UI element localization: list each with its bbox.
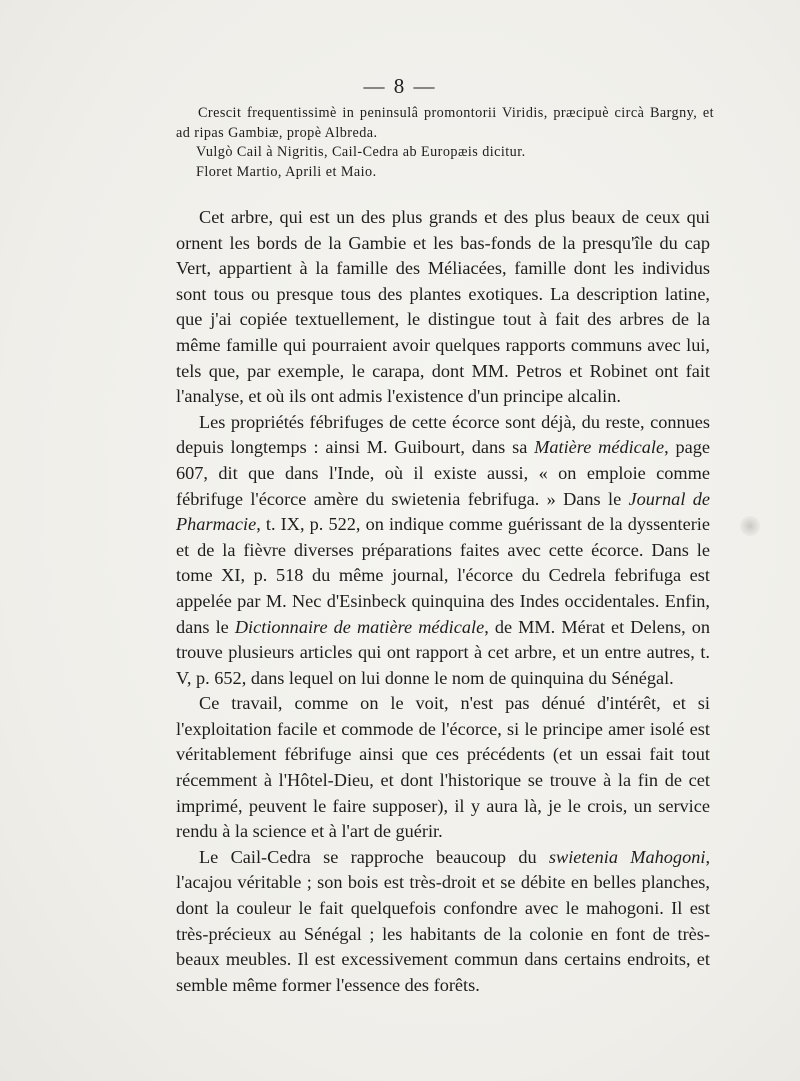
paragraph-4-text-2: , l'acajou véritable ; son bois est très-droit et se débite en belles planches, dont la couleur le fait quelquefois confondre avec le mahogoni. Il est très-précieux au Sénégal ; les habitants de la colonie en font de très-beaux meubles. Il est excessivement commun dans certains endroits, et semble même former l'essence des forêts. <box>176 846 711 995</box>
paragraph-2-title-matiere-medicale: Matière médicale <box>534 437 665 458</box>
paragraph-2-text-4: , de MM. Mérat et Delens, on trouve plusieurs articles qui ont rapport à cet arbre, et un entre autres, t. V, p. 652, dans lequel on lui donne le nom de quinquina du Sénégal. <box>176 616 710 688</box>
latin-description <box>176 104 714 182</box>
paragraph-4-species-name: swietenia Mahogoni <box>548 846 706 867</box>
paragraph-2-title-journal-de-pharmacie: Journal de Pharmacie <box>176 488 710 535</box>
paragraph-2 <box>176 410 710 692</box>
paragraph-2-text-3: , t. IX, p. 522, on indique comme guérissant de la dyssenterie et de la fièvre diverses préparations faites avec cette écorce. Dans le tome XI, p. 518 du même journal, l'écorce du Cedrela febrifuga est appelée par M. Nec d'Esinbeck quinquina des Indes occidentales. Enfin, dans le <box>176 514 710 637</box>
latin-line-vernacular: Vulgò Cail à Nigritis, Cail-Cedra ab Europæis dicitur. <box>196 144 526 160</box>
latin-line-flowering: Floret Martio, Aprili et Maio. <box>196 163 377 180</box>
paragraph-2-text-1: Les propriétés fébrifuges de cette écorce sont déjà, du reste, connues depuis longtemps : ainsi M. Guibourt, dans sa <box>176 411 710 458</box>
paragraph-3: Ce travail, comme on le voit, n'est pas dénué d'intérêt, et si l'exploitation facile et commode de l'écorce, si le principe amer isolé est véritablement fébrifuge ainsi que ces précédents (et un essai fait tout récemment à l'Hôtel-Dieu, et dont l'historique se trouve à la fin de cet imprimé, peuvent le faire supposer), il y aura là, je le crois, un service rendu à la science et à l'art de guérir. <box>176 693 710 842</box>
latin-line-habitat: Crescit frequentissimè in peninsulâ promontorii Viridis, præcipuè circà Bargny, et ad ripas Gambiæ, propè Albreda. <box>176 105 714 141</box>
paragraph-4 <box>176 845 710 999</box>
body-text <box>176 205 710 998</box>
page-number: — 8 — <box>363 74 437 98</box>
paragraph-2-text-2: , page 607, dit que dans l'Inde, où il existe aussi, « on emploie comme fébrifuge l'écorce amère du swietenia febrifuga. » Dans le <box>176 437 710 509</box>
paragraph-4-text-1: Le Cail-Cedra se rapproche beaucoup du <box>199 846 549 867</box>
paragraph-2-title-dictionnaire: Dictionnaire de matière médicale <box>234 616 485 637</box>
paper-stain <box>740 516 760 536</box>
paragraph-1: Cet arbre, qui est un des plus grands et des plus beaux de ceux qui ornent les bords de la Gambie et les bas-fonds de la presqu'île du cap Vert, appartient à la famille des Méliacées, famille dont les individus sont tous ou presque tous des plantes exotiques. La description latine, que j'ai copiée textuellement, le distingue tout à fait des arbres de la même famille qui pourraient avoir quelques rapports communs avec lui, tels que, par exemple, le carapa, dont MM. Petros et Robinet ont fait l'analyse, et où ils ont admis l'existence d'un principe alcalin. <box>176 207 710 407</box>
